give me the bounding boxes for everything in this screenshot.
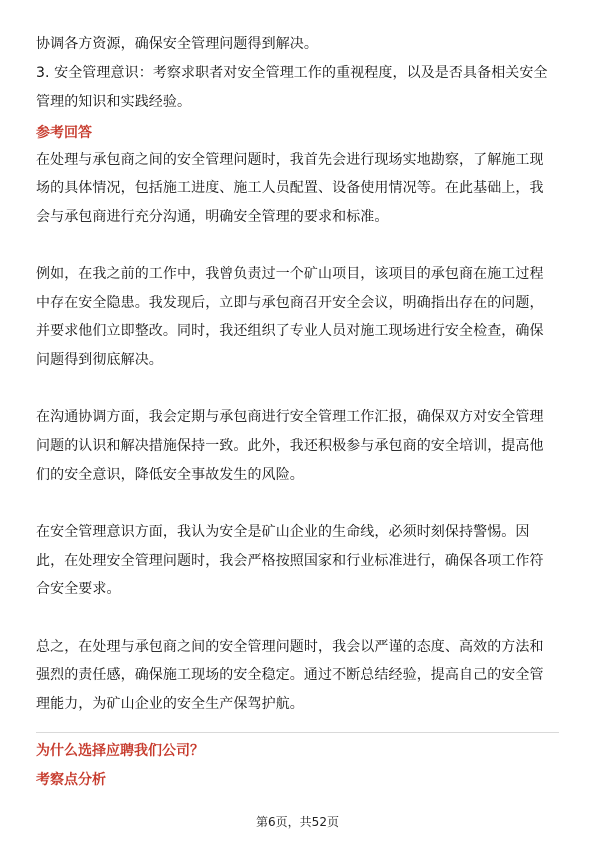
- section-divider: [36, 732, 559, 733]
- answer-paragraph-3-line: 问题的认识和解决措施保持一致。此外，我还积极参与承包商的安全培训，提高他: [36, 438, 544, 454]
- document-page: [36, 0, 559, 842]
- answer-paragraph-2-line: 中存在安全隐患。我发现后，立即与承包商召开安全会议，明确指出存在的问题，: [36, 295, 544, 311]
- answer-paragraph-1-line: 会与承包商进行充分沟通，明确安全管理的要求和标准。: [36, 209, 389, 225]
- analysis-heading: 考察点分析: [36, 772, 106, 788]
- criterion-item-3-continued: 管理的知识和实践经验。: [36, 94, 192, 110]
- criterion-item-3: 3. 安全管理意识：考察求职者对安全管理工作的重视程度，以及是否具备相关安全: [36, 65, 548, 81]
- answer-paragraph-3-line: 们的安全意识，降低安全事故发生的风险。: [36, 467, 304, 483]
- answer-paragraph-4-line: 合安全要求。: [36, 581, 121, 597]
- answer-heading: 参考回答: [36, 125, 92, 141]
- answer-paragraph-2-line: 并要求他们立即整改。同时，我还组织了专业人员对施工现场进行安全检查，确保: [36, 323, 544, 339]
- answer-paragraph-2-line: 例如，在我之前的工作中，我曾负责过一个矿山项目，该项目的承包商在施工过程: [36, 266, 544, 282]
- intro-text-line: 协调各方资源，确保安全管理问题得到解决。: [36, 36, 318, 52]
- answer-paragraph-5-line: 强烈的责任感，确保施工现场的安全稳定。通过不断总结经验，提高自己的安全管: [36, 667, 544, 683]
- answer-paragraph-5-line: 理能力，为矿山企业的安全生产保驾护航。: [36, 696, 304, 712]
- answer-paragraph-4-line: 此，在处理安全管理问题时，我会严格按照国家和行业标准进行，确保各项工作符: [36, 553, 544, 569]
- answer-paragraph-5-line: 总之，在处理与承包商之间的安全管理问题时，我会以严谨的态度、高效的方法和: [36, 639, 544, 655]
- answer-paragraph-1-line: 场的具体情况，包括施工进度、施工人员配置、设备使用情况等。在此基础上，我: [36, 180, 544, 196]
- answer-paragraph-2-line: 问题得到彻底解决。: [36, 352, 163, 368]
- question-title: 为什么选择应聘我们公司？: [36, 743, 204, 759]
- page-number: 第6页，共52页: [256, 815, 339, 829]
- answer-paragraph-3-line: 在沟通协调方面，我会定期与承包商进行安全管理工作汇报，确保双方对安全管理: [36, 409, 544, 425]
- answer-paragraph-1-line: 在处理与承包商之间的安全管理问题时，我首先会进行现场实地勘察，了解施工现: [36, 152, 544, 168]
- answer-paragraph-4-line: 在安全管理意识方面，我认为安全是矿山企业的生命线，必须时刻保持警惕。因: [36, 524, 530, 540]
